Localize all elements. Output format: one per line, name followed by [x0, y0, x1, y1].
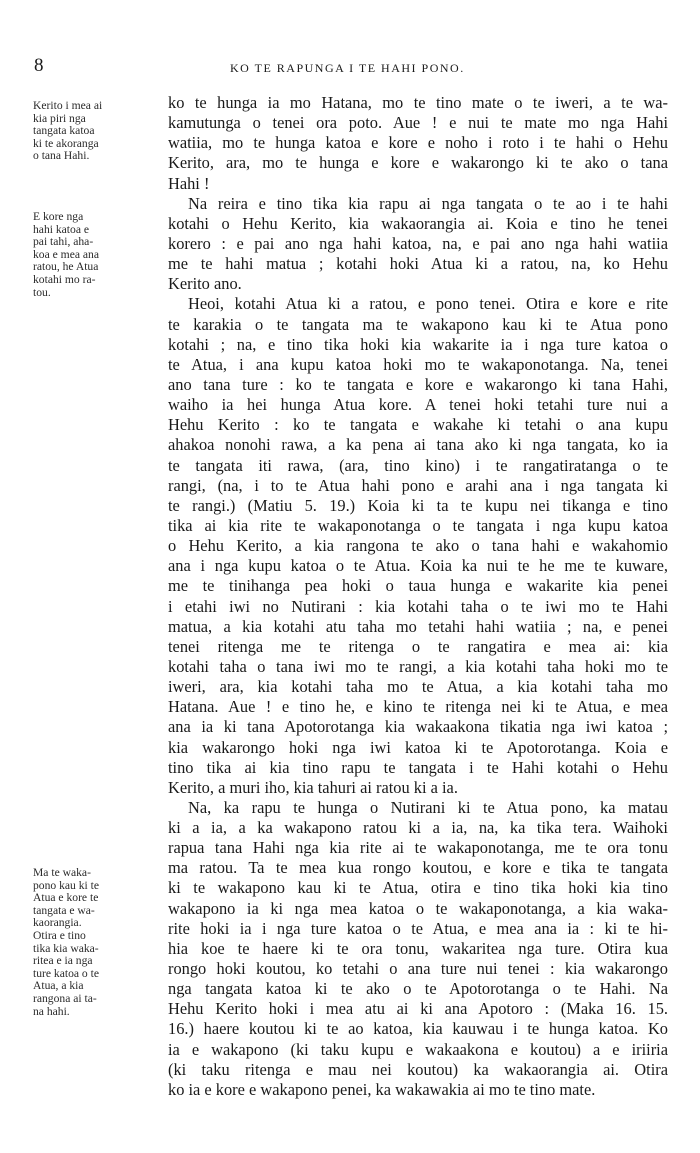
body-line: Hehu Kerito : ko te tangata e wakahe ki tetahi o ana kupu [168, 415, 668, 435]
body-line: ahakoa nonohi rawa, a ka pena ai tana ako ki nga tangata, ko ia [168, 435, 668, 455]
body-line: ano tana ture : ko te tangata e kore e wakarongo ki tana Hahi, [168, 374, 668, 394]
margin-note-line: kia piri nga [33, 111, 86, 125]
body-line: te rangi.) (Matiu 5. 19.) Koia ki ta te kupu nei tikanga e tino [168, 495, 668, 515]
body-line: kotahi taha o tana iwi mo te rangi, a kia kotahi taha hoki mo te [168, 656, 668, 676]
body-line: Na reira e tino tika kia rapu ai nga tangata o te ao i te hahi [188, 193, 668, 213]
body-line: rangi, (na, i to te Atua hahi pono e arahi ana i nga tangata ki [168, 475, 668, 495]
margin-note-line: ture katoa o te [33, 966, 99, 980]
body-line: hia koe te haere ki te ora tonu, wakaritea nga ture. Otira kua [168, 938, 668, 958]
margin-note-line: Otira e tino [33, 928, 86, 942]
body-line: Hahi ! [168, 173, 210, 193]
body-line: Na, ka rapu te hunga o Nutirani ki te Atua pono, ka matau [188, 797, 668, 817]
margin-note-line: E kore nga [33, 210, 84, 223]
margin-note-line: kaorangia. [33, 916, 82, 930]
margin-note-line: ki te akoranga [33, 136, 99, 150]
running-head: KO TE RAPUNGA I TE HAHI PONO. [230, 61, 465, 75]
body-line: Hatana. Aue ! e tino he, e kino te ritenga nei ki te Atua, e mea [168, 697, 668, 717]
body-line: tenei ritenga me te ritenga o te rangatira e mea ai: kia [168, 636, 668, 656]
margin-note-line: tangata e wa- [33, 903, 95, 917]
body-line: ki te wakapono kau ki te Atua, otira e tino tika hoki kia tino [168, 878, 668, 898]
body-line: kotahi o Hehu Kerito, kia wakaorangia ai. Koia e tino he tenei [168, 213, 668, 233]
body-line: watiia, mo te hunga katoa e kore e noho i roto i te hahi o Hehu [168, 133, 668, 153]
body-line: rongo hoki koutou, ko tetahi o ana ture nui tenei : kia wakarongo [168, 959, 668, 979]
body-line: tika ai kia rite te wakaponotanga o te tangata i nga kupu katoa [168, 515, 668, 535]
body-line: Kerito, a muri iho, kia tahuri ai ratou ki a ia. [168, 777, 458, 797]
margin-note-1 [33, 100, 163, 163]
body-line: ko te hunga ia mo Hatana, mo te tino mate o te iweri, a te wa- [168, 93, 668, 112]
body-line: nga tangata katoa ki te ako o te Apotorotanga o te Hahi. Na [168, 979, 668, 999]
margin-note-line: ritea e ia nga [33, 954, 93, 968]
body-line: me te tinihanga pea hoki o taua hunga e wakarite kia penei [168, 576, 668, 596]
body-line: wakapono ia ki nga mea katoa o te wakaponotanga, a kia waka- [168, 898, 668, 918]
page-number: 8 [34, 55, 44, 76]
body-text [168, 93, 668, 1100]
body-line: i etahi iwi no Nutirani : kia kotahi taha o te iwi mo te Hahi [168, 596, 668, 616]
body-line: te karakia o te tangata ma te wakapono kau ki te Atua pono [168, 314, 668, 334]
body-line: matua, a kia kotahi atu taha mo tetahi hahi watiia ; na, e penei [168, 616, 668, 636]
body-line: Heoi, kotahi Atua ki a ratou, e pono tenei. Otira e kore e rite [188, 294, 668, 314]
body-line: kamutunga o tenei ora poto. Aue ! e nui te mate mo nga Hahi [168, 113, 668, 133]
body-line: tino tika ai kia tino rapu te tangata i te Hahi kotahi o Hehu [168, 757, 668, 777]
body-line: iweri, ara, kia kotahi taha mo te Atua, a kia kotahi taha mo [168, 677, 668, 697]
margin-note-line: pai tahi, aha- [33, 235, 94, 249]
margin-note-line: tou. [33, 285, 51, 299]
margin-note-line: tangata katoa [33, 124, 95, 138]
body-line: (ki taku ritenga e mau nei koutou) ka wakaorangia ai. Otira [168, 1059, 668, 1079]
body-line: me te hahi matua ; kotahi hoki Atua ki a ratou, na, ko Hehu [168, 254, 668, 274]
margin-note-2 [33, 211, 163, 299]
body-line: kia wakarongo hoki nga iwi katoa ki te Apotorotanga. Koia e [168, 737, 668, 757]
margin-note-line: ratou, he Atua [33, 260, 99, 274]
body-line: rite hoki ia i nga ture katoa o te Atua, e mea ana ia : ki te hi- [168, 918, 668, 938]
body-line: ana i nga kupu katoa o te Atua. Koia ka nui te he me te kuware, [168, 556, 668, 576]
body-line: Kerito, ara, mo te hunga e kore e wakarongo ki te ako o tana [168, 153, 668, 173]
body-line: ki a ia, a ka wakapono ratou ki a ia, na, ka tika tera. Waihoki [168, 818, 668, 838]
body-line: kotahi ; na, e tino tika hoki kia wakarite ia i nga ture katoa o [168, 334, 668, 354]
body-line: ko ia e kore e wakapono penei, ka wakawakia ai mo te tino mate. [168, 1079, 596, 1099]
body-line: 16.) haere koutou ki te ao katoa, kia kauwau i te hunga katoa. Ko [168, 1019, 668, 1039]
body-line: waiho ia hei hunga Atua kore. A tenei hoki tetahi ture nui a [168, 395, 668, 415]
body-line: ia e wakapono (ki taku kupu e wakaakona e koutou) a e iriiria [168, 1039, 668, 1059]
body-line: rapua tana Hahi nga kia rite ai te wakaponotanga, me te ora tonu [168, 838, 668, 858]
margin-note-line: Ma te waka- [33, 866, 91, 879]
margin-note-line: tika kia waka- [33, 941, 99, 955]
margin-note-line: o tana Hahi. [33, 149, 90, 163]
margin-note-3 [33, 867, 163, 1018]
margin-note-line: Atua, a kia [33, 979, 84, 993]
body-line: ma ratou. Ta te mea kua rongo koutou, e kore e tika te tangata [168, 858, 668, 878]
margin-note-line: na hahi. [33, 1004, 70, 1018]
margin-note-line: kotahi mo ra- [33, 272, 96, 286]
body-line: te tangata iti rawa, (ara, tino kino) i te rangatiratanga o te [168, 455, 668, 475]
body-line: Hehu Kerito hoki i mea atu ai ki ana Apotoro : (Maka 16. 15. [168, 999, 668, 1019]
body-line: Kerito ano. [168, 274, 242, 294]
body-line: te Atua, i ana kupu katoa hoki mo te wakaponotanga. Na, tenei [168, 354, 668, 374]
margin-note-line: Atua e kore te [33, 891, 99, 905]
margin-note-line: Kerito i mea ai [33, 99, 103, 112]
margin-note-line: pono kau ki te [33, 878, 100, 892]
body-line: ana ia ki tana Apotorotanga kia wakaakona tikatia nga iwi katoa ; [168, 717, 668, 737]
margin-note-line: hahi katoa e [33, 222, 90, 236]
body-line: korero : e pai ano nga hahi katoa, na, e pai ano nga hahi watiia [168, 233, 668, 253]
margin-note-line: rangona ai ta- [33, 991, 97, 1005]
body-line: o Hehu Kerito, a kia rangona te ako o tana hahi e wakahomio [168, 536, 668, 556]
margin-note-line: koa e mea ana [33, 247, 99, 261]
